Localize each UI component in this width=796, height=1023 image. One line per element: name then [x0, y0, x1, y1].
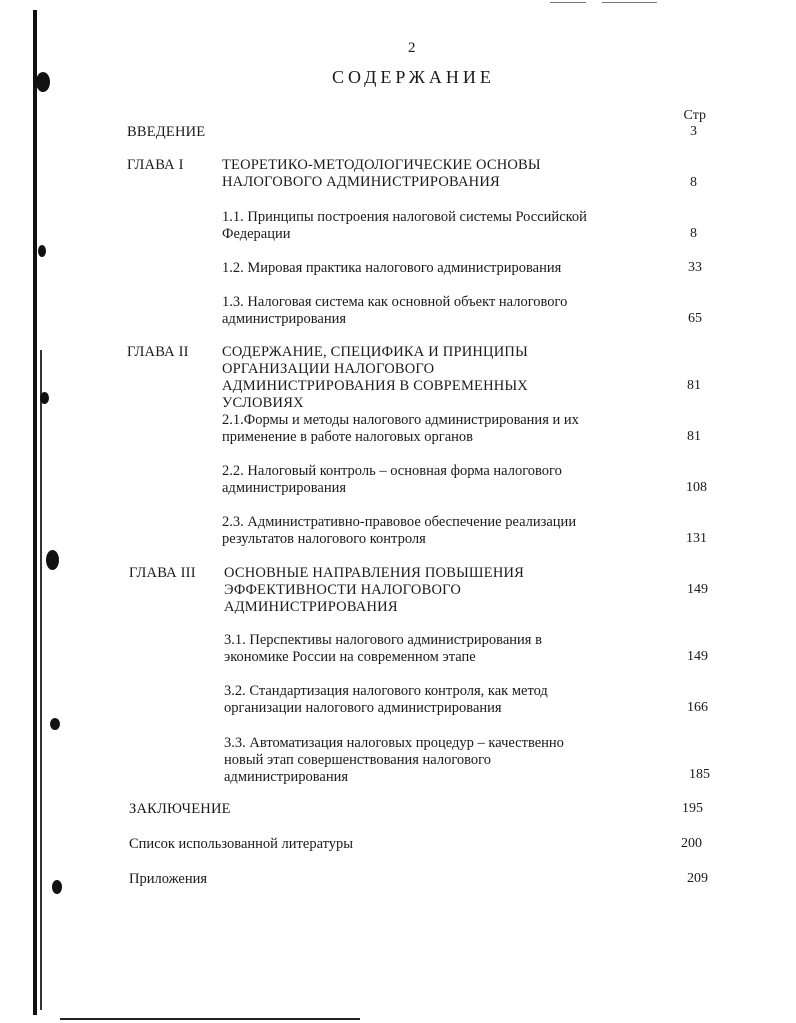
- section-title: [222, 463, 562, 497]
- chapter-title: [224, 565, 524, 616]
- toc-bibliography-page: 200: [681, 836, 702, 851]
- section-title: [222, 209, 587, 243]
- section-page: 166: [687, 700, 708, 715]
- chapter-page: 8: [690, 175, 697, 190]
- chapter-label: ГЛАВА I: [127, 157, 184, 173]
- chapter-title-line: АДМИНИСТРИРОВАНИЯ: [224, 599, 398, 615]
- section-title-line: 2.1.Формы и методы налогового администрирования и их: [222, 412, 579, 428]
- chapter-label: ГЛАВА III: [129, 565, 196, 581]
- section-title-line: 1.3. Налоговая система как основной объект налогового: [222, 294, 568, 310]
- section-page: 185: [689, 767, 710, 782]
- section-title-line: 2.2. Налоговый контроль – основная форма налогового: [222, 463, 562, 479]
- chapter-title-line: ОРГАНИЗАЦИИ НАЛОГОВОГО: [222, 361, 435, 377]
- chapter-title: [222, 157, 541, 191]
- section-title-line: 3.1. Перспективы налогового администрирования в: [224, 632, 542, 648]
- chapter-title-line: АДМИНИСТРИРОВАНИЯ В СОВРЕМЕННЫХ: [222, 378, 528, 394]
- section-title: [222, 260, 561, 277]
- section-title-line: 3.3. Автоматизация налоговых процедур – качественно: [224, 735, 564, 751]
- section-title: [224, 735, 564, 786]
- toc-appendices-page: 209: [687, 871, 708, 886]
- section-title: [224, 683, 548, 717]
- chapter-title-line: ЭФФЕКТИВНОСТИ НАЛОГОВОГО: [224, 582, 462, 598]
- toc-intro-label: ВВЕДЕНИЕ: [127, 124, 206, 140]
- section-page: 33: [688, 260, 702, 275]
- chapter-page: 149: [687, 582, 708, 597]
- toc-conclusion-label: ЗАКЛЮЧЕНИЕ: [129, 801, 231, 817]
- section-title: [222, 514, 576, 548]
- chapter-title-line: СОДЕРЖАНИЕ, СПЕЦИФИКА И ПРИНЦИПЫ: [222, 344, 528, 360]
- page-number: 2: [408, 40, 416, 56]
- section-page: 149: [687, 649, 708, 664]
- chapter-title-line: НАЛОГОВОГО АДМИНИСТРИРОВАНИЯ: [222, 174, 500, 190]
- scan-bottom-line: [60, 1018, 360, 1020]
- section-title-line: новый этап совершенствования налогового: [224, 752, 491, 768]
- scan-top-mark: [550, 2, 586, 3]
- toc-bibliography-label: Список использованной литературы: [129, 836, 354, 852]
- page-column-header: Стр: [683, 108, 706, 123]
- section-title-line: организации налогового администрирования: [224, 700, 502, 716]
- scan-hole-mark: [40, 392, 49, 404]
- section-title-line: 1.2. Мировая практика налогового администрирования: [222, 260, 562, 276]
- page-title: СОДЕРЖАНИЕ: [332, 67, 495, 87]
- chapter-title-line: ТЕОРЕТИКО-МЕТОДОЛОГИЧЕСКИЕ ОСНОВЫ: [222, 157, 541, 173]
- section-page: 131: [686, 531, 707, 546]
- scan-top-mark: [602, 2, 657, 3]
- section-page: 108: [686, 480, 707, 495]
- section-title-line: администрирования: [222, 480, 347, 496]
- toc-intro-page: 3: [690, 124, 697, 139]
- section-title-line: 2.3. Административно-правовое обеспечение реализации: [222, 514, 577, 530]
- section-title-line: Федерации: [222, 226, 291, 242]
- section-page: 81: [687, 429, 701, 444]
- section-title-line: результатов налогового контроля: [222, 531, 426, 547]
- chapter-label: ГЛАВА II: [127, 344, 189, 360]
- scan-hole-mark: [52, 880, 62, 894]
- section-page: 8: [690, 226, 697, 241]
- section-title-line: 3.2. Стандартизация налогового контроля, как метод: [224, 683, 548, 699]
- section-title: [224, 632, 542, 666]
- scan-hole-mark: [50, 718, 60, 730]
- toc-conclusion-page: 195: [682, 801, 703, 816]
- section-title-line: применение в работе налоговых органов: [222, 429, 473, 445]
- section-title-line: администрирования: [222, 311, 347, 327]
- scan-binding-edge-inner: [40, 350, 42, 1010]
- chapter-page: 81: [687, 378, 701, 393]
- scan-hole-mark: [38, 245, 46, 257]
- section-title-line: экономике России на современном этапе: [224, 649, 476, 665]
- scan-hole-mark: [36, 72, 50, 92]
- section-title: [222, 412, 579, 446]
- chapter-title-line: ОСНОВНЫЕ НАПРАВЛЕНИЯ ПОВЫШЕНИЯ: [224, 565, 525, 581]
- chapter-title-line: УСЛОВИЯХ: [222, 395, 304, 411]
- section-title: [222, 294, 567, 328]
- scan-binding-edge: [33, 10, 37, 1015]
- toc-appendices-label: Приложения: [129, 871, 208, 887]
- chapter-title: [222, 344, 528, 412]
- scan-hole-mark: [46, 550, 59, 570]
- section-page: 65: [688, 311, 702, 326]
- section-title-line: администрирования: [224, 769, 349, 785]
- section-title-line: 1.1. Принципы построения налоговой системы Российской: [222, 209, 587, 225]
